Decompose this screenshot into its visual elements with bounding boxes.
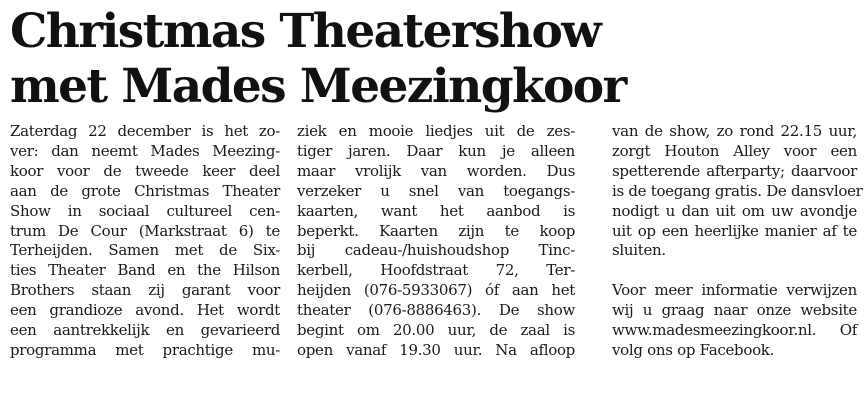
text-line: theater (076-8886463). De show <box>297 301 575 320</box>
text-line: maar vrolijk van worden. Dus <box>297 161 575 180</box>
text-line: volg ons op Facebook. <box>612 340 775 359</box>
text-line: een grandioze avond. Het wordt <box>10 301 280 320</box>
article-column-1 <box>10 122 280 361</box>
text-line: Show in sociaal cultureel cen- <box>10 201 280 220</box>
text-line: sluiten. <box>612 241 666 260</box>
text-line: begint om 20.00 uur, de zaal is <box>297 321 575 340</box>
text-line: trum De Cour (Markstraat 6) te <box>10 221 280 240</box>
text-line: Zaterdag 22 december is het zo- <box>10 122 280 140</box>
text-line: zorgt Houton Alley voor een <box>612 141 857 160</box>
text-line: kaarten, want het aanbod is <box>297 201 575 220</box>
text-line: www.madesmeezingkoor.nl. Of <box>612 321 857 340</box>
text-line: heijden (076-5933067) óf aan het <box>297 281 575 300</box>
article-column-3 <box>612 122 863 361</box>
text-line: een aantrekkelijk en gevarieerd <box>10 321 280 340</box>
text-line: aan de grote Christmas Theater <box>10 181 280 200</box>
text-line: nodigt u dan uit om uw avondje <box>612 201 857 220</box>
text-line: wij u graag naar onze website <box>612 301 857 320</box>
text-line: Brothers staan zij garant voor <box>10 281 280 300</box>
text-line: van de show, zo rond 22.15 uur, <box>612 122 857 140</box>
text-line: ties Theater Band en the Hilson <box>10 261 280 280</box>
text-line: Voor meer informatie verwijzen <box>612 281 857 300</box>
text-line: programma met prachtige mu- <box>10 340 280 359</box>
text-line: spetterende afterparty; daarvoor <box>612 161 857 180</box>
text-line: Terheijden. Samen met de Six- <box>10 241 280 260</box>
text-line: koor voor de tweede keer deel <box>10 161 280 180</box>
text-line: uit op een heerlijke manier af te <box>612 221 857 240</box>
text-line: kerbell, Hoofdstraat 72, Ter- <box>297 261 575 280</box>
text-line: ziek en mooie liedjes uit de zes- <box>297 122 575 140</box>
text-line: is de toegang gratis. De dansvloer <box>612 181 863 200</box>
article-column-2 <box>297 122 575 361</box>
text-line: open vanaf 19.30 uur. Na afloop <box>297 340 575 359</box>
paragraph-gap <box>612 261 857 281</box>
text-line: bij cadeau-/huishoudshop Tinc- <box>297 241 575 260</box>
text-line: verzeker u snel van toegangs- <box>297 181 575 200</box>
text-line: tiger jaren. Daar kun je alleen <box>297 141 575 160</box>
text-line: ver: dan neemt Mades Meezing- <box>10 141 280 160</box>
headline-line-2: met Mades Meezingkoor <box>10 59 626 114</box>
headline-line-1: Christmas Theatershow <box>10 4 601 59</box>
article-headline <box>10 4 860 114</box>
text-line: beperkt. Kaarten zijn te koop <box>297 221 575 240</box>
